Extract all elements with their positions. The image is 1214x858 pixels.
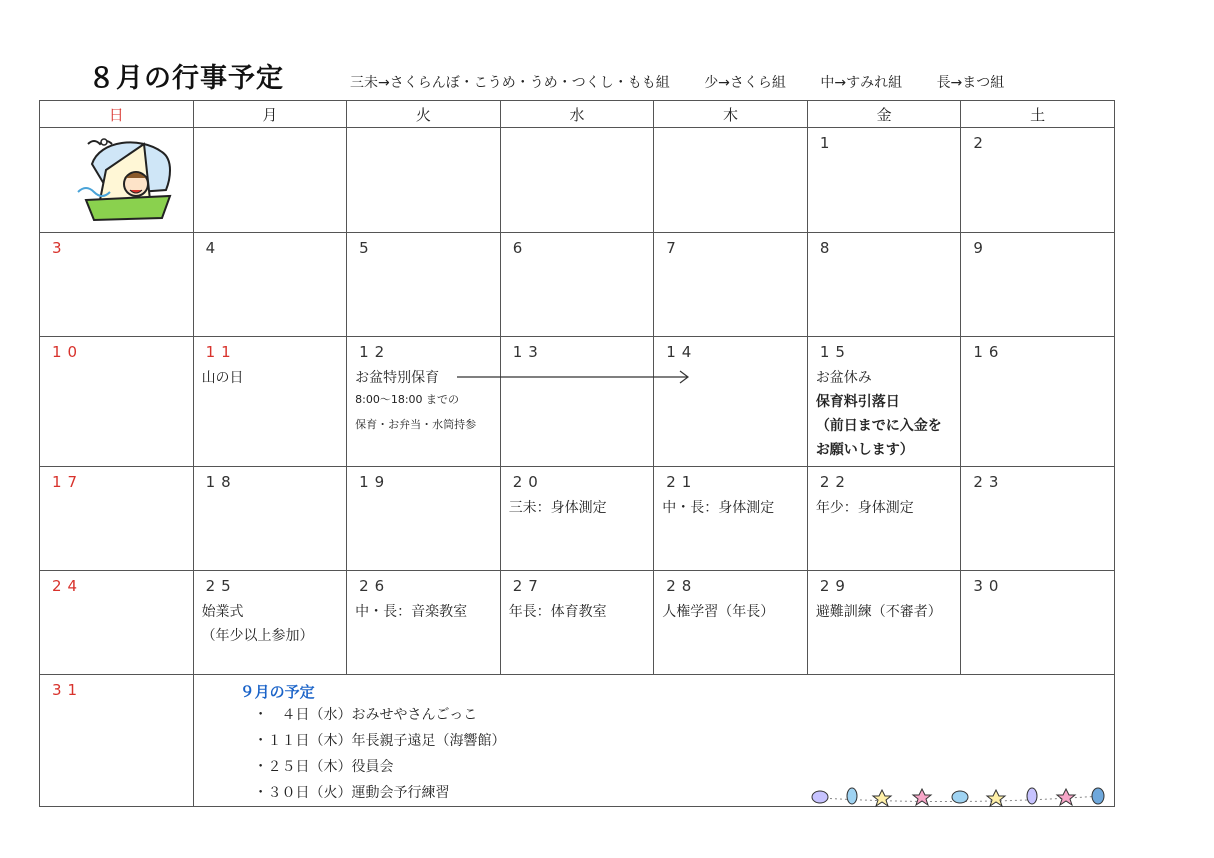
day-cell bbox=[807, 337, 961, 467]
day-cell bbox=[193, 467, 347, 571]
day-cell bbox=[40, 467, 194, 571]
day-cell bbox=[807, 467, 961, 571]
day-number: 28 bbox=[666, 577, 698, 595]
week-row bbox=[40, 571, 1115, 675]
day-number: 1 bbox=[819, 134, 836, 152]
day-cell bbox=[961, 571, 1115, 675]
day-cell bbox=[654, 337, 808, 467]
day-number: 23 bbox=[973, 473, 1005, 491]
day-cell bbox=[193, 337, 347, 467]
week-row bbox=[40, 128, 1115, 233]
day-number: 26 bbox=[359, 577, 391, 595]
class-legend bbox=[350, 72, 1004, 92]
event-text: （前日までに入金を bbox=[815, 418, 942, 434]
event-text: お盆休み bbox=[815, 370, 872, 386]
page-title: ８月の行事予定 bbox=[88, 63, 284, 94]
day-number: 21 bbox=[666, 473, 698, 491]
day-cell bbox=[347, 467, 501, 571]
day-cell bbox=[807, 233, 961, 337]
day-cell bbox=[193, 571, 347, 675]
day-cell bbox=[500, 337, 654, 467]
day-number: 12 bbox=[359, 343, 391, 361]
day-cell bbox=[500, 128, 654, 233]
day-cell bbox=[500, 233, 654, 337]
legend-item: 三未→さくらんぼ・こうめ・うめ・つくし・もも組 bbox=[350, 75, 670, 91]
september-item: ・３０日（火）運動会予行練習 bbox=[253, 785, 450, 801]
event-text: 山の日 bbox=[201, 370, 244, 386]
event-text: 始業式 bbox=[201, 604, 244, 620]
september-item: ・２５日（木）役員会 bbox=[253, 759, 394, 775]
day-number: 18 bbox=[205, 473, 237, 491]
event-note: 8:00～18:00 までの bbox=[355, 393, 460, 406]
event-text: 年少：身体測定 bbox=[815, 500, 914, 516]
day-number: 22 bbox=[819, 473, 851, 491]
week-row bbox=[40, 233, 1115, 337]
day-cell bbox=[807, 128, 961, 233]
weekday-header-row bbox=[40, 101, 1115, 128]
calendar-table bbox=[39, 100, 1115, 807]
event-text: 年長：体育教室 bbox=[508, 604, 607, 620]
day-cell bbox=[347, 233, 501, 337]
event-text: 人権学習（年長） bbox=[662, 604, 775, 620]
day-number: 10 bbox=[52, 343, 84, 361]
legend-item: 長→まつ組 bbox=[936, 75, 1005, 91]
day-number: 4 bbox=[205, 239, 222, 257]
week-row bbox=[40, 467, 1115, 571]
weekday-sun: 日 bbox=[40, 101, 194, 128]
september-item: ・１１日（木）年長親子遠足（海響館） bbox=[253, 733, 506, 749]
day-cell bbox=[347, 128, 501, 233]
day-cell bbox=[500, 571, 654, 675]
day-cell bbox=[347, 337, 501, 467]
day-cell bbox=[193, 128, 347, 233]
day-cell bbox=[40, 233, 194, 337]
day-number: 30 bbox=[973, 577, 1005, 595]
sailboat-child-illustration bbox=[70, 130, 180, 226]
seashell-star-decoration bbox=[810, 786, 1110, 808]
day-number: 3 bbox=[52, 239, 68, 257]
day-number: 8 bbox=[819, 239, 836, 257]
event-text: （年少以上参加） bbox=[201, 628, 314, 644]
day-cell bbox=[961, 128, 1115, 233]
day-number: 11 bbox=[205, 343, 237, 361]
event-text: 中・長：音楽教室 bbox=[355, 604, 468, 620]
day-number: 16 bbox=[973, 343, 1005, 361]
day-number: 6 bbox=[512, 239, 529, 257]
day-cell bbox=[500, 467, 654, 571]
september-title: ９月の予定 bbox=[239, 683, 315, 701]
day-cell bbox=[193, 233, 347, 337]
weekday-sat: 土 bbox=[961, 101, 1115, 128]
weekday-mon: 月 bbox=[193, 101, 347, 128]
day-number: 9 bbox=[973, 239, 989, 257]
event-text: 三未：身体測定 bbox=[508, 500, 607, 516]
day-cell bbox=[654, 571, 808, 675]
event-text: 中・長：身体測定 bbox=[662, 500, 775, 516]
weekday-thu: 木 bbox=[654, 101, 808, 128]
day-number: 19 bbox=[359, 473, 391, 491]
day-cell bbox=[807, 571, 961, 675]
day-number: 5 bbox=[359, 239, 375, 257]
event-text: お願いします） bbox=[815, 442, 914, 458]
week-row bbox=[40, 337, 1115, 467]
day-cell bbox=[961, 337, 1115, 467]
arrow-right-icon bbox=[457, 370, 693, 384]
day-cell bbox=[654, 467, 808, 571]
day-number: 13 bbox=[512, 343, 544, 361]
day-cell bbox=[347, 571, 501, 675]
legend-item: 中→すみれ組 bbox=[820, 75, 903, 91]
weekday-fri: 金 bbox=[807, 101, 961, 128]
september-item: ・ ４日（水）おみせやさんごっこ bbox=[253, 707, 478, 723]
day-cell bbox=[40, 675, 194, 807]
day-number: 29 bbox=[819, 577, 851, 595]
day-number: 2 bbox=[973, 134, 989, 152]
day-number: 31 bbox=[52, 681, 84, 699]
day-cell bbox=[961, 233, 1115, 337]
day-number: 7 bbox=[666, 239, 682, 257]
event-text: お盆特別保育 bbox=[355, 370, 440, 386]
day-number: 25 bbox=[205, 577, 237, 595]
day-number: 14 bbox=[666, 343, 698, 361]
day-number: 15 bbox=[819, 343, 851, 361]
day-cell bbox=[961, 467, 1115, 571]
day-cell bbox=[654, 233, 808, 337]
day-cell bbox=[654, 128, 808, 233]
day-number: 27 bbox=[512, 577, 544, 595]
weekday-tue: 火 bbox=[347, 101, 501, 128]
day-number: 24 bbox=[52, 577, 84, 595]
legend-item: 少→さくら組 bbox=[704, 75, 786, 91]
day-number: 17 bbox=[52, 473, 84, 491]
day-cell bbox=[40, 337, 194, 467]
weekday-wed: 水 bbox=[500, 101, 654, 128]
day-number: 20 bbox=[512, 473, 544, 491]
event-text: 避難訓練（不審者） bbox=[815, 604, 942, 620]
event-note: 保育・お弁当・水筒持参 bbox=[355, 418, 477, 431]
event-text: 保育料引落日 bbox=[815, 394, 900, 410]
day-cell bbox=[40, 571, 194, 675]
